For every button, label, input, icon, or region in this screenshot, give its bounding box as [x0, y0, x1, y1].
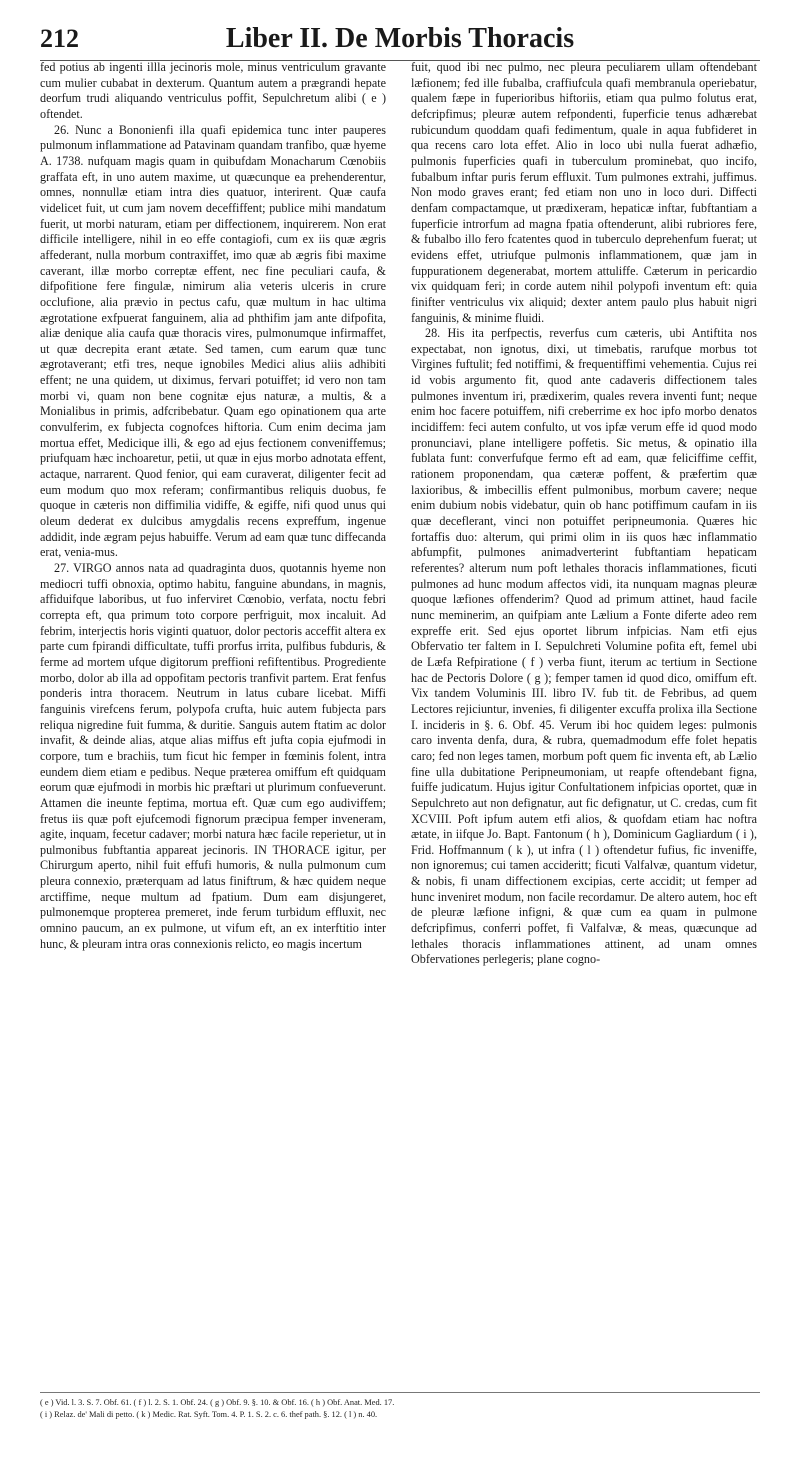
paragraph: 26. Nunc a Bononienfi illa quafi epidemica tunc inter pauperes pulmonum inflammatione ad Patavinam quandam tranfibo, quæ hyeme A. 1738. nufquam magis quam in quibufdam Monacharum Cœnobiis graffata eft, in uno autem maxime, ut quæcunque ea prehenderentur, omnes, nonnullæ etiam intra dies quatuor, interirent. Quæ caufa videlicet fuit, ut cum jam novem deceffiffent; publice mihi mandatum fuerit, ut morbi naturam, etiam per diffectionem, inquirerem. Non erat difficile intelligere, nihil in eo effe contagiofi, cum ex iis quæ ægris affederant, nulla morbum contraxiffet, imo quæ ab ægris fibi maxime caverant, illæ morbo correptæ effent, nec fine peculiari caufa, & difpofitione fere fingulæ, nimirum alia veteris ulceris in crure occlufione, alia prævio in pectus cafu, quæ multum in hac ultima ægrotatione exfpuerat fanguinem, alia ad phthifim jam ante difpofita, aliæ denique alia caufa quæ thoracis vires, pulmonumque infirmaffet, ut quæ decrepita erant ætate. Sed tamen, cum earum quæ tunc ægrotaverant; etfi tres, neque ignobiles Medici alius aliis adhibiti effent; ne una quidem, ut diximus, fervari potuiffet; id vero non tam morbi vi, quam non bene cognitæ ejus naturæ, a multis, & a Monialibus in primis, adfcribebatur. Quam ego opinationem qua arte convulferim, ex fubjecta cognofces hiftoria. Cum enim decima jam mortua effet, Medicique illi, & ego ad ejus fectionem conveniffemus; priufquam hæc inchoaretur, petii, ut quæ in ejus morbo adnotata effent, actaque, narrarent. Quod fenior, qui eam curaverat, diligenter fecit ad eum modum quo mox referam; confirmantibus reliquis duobus, fe quoque in cæteris non diffimilia vidiffe, & egiffe, nifi quod unus qui oleum dederat ex dulcibus amygdalis recens expreffum, ingenue addidit, inde ægram pejus habuiffe. Verum ad eam quæ tunc diffecanda erat, venia-mus. [40, 122, 386, 560]
footnote-rule [40, 1392, 760, 1393]
right-column [411, 60, 757, 1380]
footnotes [40, 1392, 760, 1420]
paragraph: 28. His ita perfpectis, reverfus cum cæteris, ubi Antiftita nos expectabat, non ignotus, dixi, ut timebatis, rarufque morbus tot Virgines fuftulit; fed notiffimi, & frequentiffimi vehementia. Cujus rei id vobis argumento fit, quod ante cadaveris diffectionem tales pulmones inventum iri, prædixerim, quales revera inventi funt; neque enim hoc facere potuiffem, nifi creberrime ex hoc ipfo morbo denatos incidiffem: feci autem confulto, ut vos ipfæ verum effe id quod modo pronunciavi, plane intelligere poffetis. Sic metus, & opinatio illa fublata funt: converfufque fermo eft ad eam, quæ feliciffime ceffit, rationem proponendam, qua cæteræ poffent, & præfertim quæ laxioribus, & imbecillis effent pulmonibus, morbum cavere; neque enim dubium nobis videbatur, quin ob hanc potiffimum caufam in iis quæ deceflerant, vinci non potuiffet peripneumonia. Quæres hic fortaffis duo: alterum, qui primi olim in iis quos hæc inflammatio abfumpfit, pulmones animadverterint fubftantiam hepaticam referentes? alterum num poft lethales thoracis inflammationes, ficuti pulmones ad hunc modum affectos vidi, ita nunquam magnas pleuræ quoque læfiones offenderim? Quod ad primum attinet, haud facile nunc meminerim, an quifpiam ante Lælium a Fonte diferte adeo rem expreffe erit. Sed ejus oportet librum infpicias. Nam etfi ejus Obfervatio ter faltem in I. Sepulchreti Volumine pofita eft, femel ubi de Læfa Refpiratione ( f ) verba fiunt, iterum ac tertium in Sectione hac de Pectoris Dolore ( g ); femper tamen id quod dico, omiffum eft. Vix tandem Voluminis III. libro IV. fub tit. de Febribus, ad quem Lectores rejiciuntur, invenies, fi diligenter excuffa prolixa illa Sectione I. incideris in §. 6. Obf. 45. Verum ibi hoc quidem leges: pulmonis caro inventa denfa, dura, & rubra, quemadmodum effe folet hepatis caro; fed non leges tamen, morbum poft quem fic inventa eft, ab Lælio fine ulla dubitatione Peripneumoniam, ut reapfe oftendebant figna, fuiffe judicatum. Hujus igitur Confultationem infpicias oportet, quæ in Sepulchreto aut non defignatur, aut fic defignatur, ut C. credas, cum fit XCVIII. Poft ipfum autem etfi alios, & quofdam etiam hac noftra ætate, in iifque Jo. Bapt. Fantonum ( h ), Dominicum Gagliardum ( i ), Frid. Hoffmannum ( k ), ut infra ( l ) oftendetur fufius, fic inveniffe, non ignoremus; cui tamen accideritt; ficuti Valfalvæ, quantum videtur, & nobis, fi unam diffectionem excipias, certe accidit; ut femper ad hunc inveniret modum, non facile recordamur. De altero autem, hoc eft de pleuræ læfione infigni, & quæ cum ea quam in pulmone defcripfimus, conferri poffet, fi Valfalvæ, & meas, quæcunque ad lethales thoracis inflammationes attinent, ad unam omnes Obfervationes perlegeris; plane cogno- [411, 326, 757, 967]
running-title: Liber II. De Morbis Thoracis [225, 23, 575, 54]
footnote-line: ( e ) Vid. l. 3. S. 7. Obf. 61. ( f ) l. 2. S. 1. Obf. 24. ( g ) Obf. 9. §. 10. & Obf. 16. ( h ) Obf. Anat. Med. 17. [40, 1398, 395, 1407]
paragraph: 27. VIRGO annos nata ad quadraginta duos, quotannis hyeme non mediocri tuffi obnoxia, optimo habitu, fanguine abundans, in magnis, affiduifque laboribus, ut fuo inferviret Cœnobio, verfata, noctu febri correpta eft, qua primum toto corpore perfriguit, mox incaluit. Ad febrim, interjectis horis viginti quatuor, dolor pectoris acceffit altera ex parte cum fpirandi difficultate, tuffi prorfus irrita, pulfibus fubduris, & ferme ad mortem ufque digitorum preffioni refiftentibus. Progrediente morbo, dolor ab illa ad oppofitam pectoris tranfivit partem. Erat fenfus ponderis intra thoracem. Neutrum in latus cubare licebat. Miffi fanguinis virefcens ferum, polypofa crufta, huic autem fubjecta pars reliqua nigredine fuit fumma, & duritie. Sanguis autem ftatim ac dolor invafit, & deinde alias, atque alias miffus eft jufta copia ejufmodi in corpore, tum e brachiis, tum ficut hic femper in fœminis folent, intra eundem diem etiam e pedibus. Neque præterea omiffum eft quidquam eorum quæ ejufmodi in morbis hic præftari ut plurimum confueverunt. Attamen die ineunte feptima, mortua eft. Quæ cum ego audiviffem; fretus iis quæ poft ejufcemodi fignorum præcipua femper inveneram, agite, inquam, fecetur cadaver; morbi natura hæc facile reperietur, ut in pulmonibus fubftantia appareat jecinoris. IN THORACE igitur, per Chirurgum aperto, nihil fuit effufi humoris, & nulla pulmonum cum pleura connexio, præterquam ad latus finiftrum, & hæc quidem neque arctiffime, neque multum ad fpatium. Dum eam disjungeret, pulmonemque propterea premeret, inde ferum turbidum effluxit, nec omnino paucum, an ex pulmone, ut vifum eft, an ex interftitio inter hunc, & pleuram intra oras connexionis relicto, eo magis incertum [40, 561, 386, 951]
paragraph: fed potius ab ingenti illla jecinoris mole, minus ventriculum gravante cum mulier cubabat in dexterum. Quantum autem a prægrandi hepate deorfum trudi aliquando ventriculus poffit, Sepulchretum alibi ( e ) oftendet. [40, 60, 386, 121]
page-number: 212 [40, 24, 79, 53]
footnote-line: ( i ) Relaz. de' Mali di petto. ( k ) Medic. Rat. Syft. Tom. 4. P. 1. S. 2. c. 6. thef path. §. 12. ( l ) n. 40. [40, 1409, 378, 1419]
paragraph: fuit, quod ibi nec pulmo, nec pleura peculiarem ullam oftendebant læfionem; fed ille fubalba, craffiufcula quafi membranula operiebatur, qualem fæpe in fuperioribus hiftoriis, etiam qua pulmo folutus erat, defcripfimus; pleuræ autem refpondenti, fuperficie tenus adhærebat rubicundum quoddam quafi fedimentum, quale in aqua fubfideret in qua recens caro lota effet. Alio in loco ubi nulla fuerat adhæfio, pulmonis fuperficies quafi in tuberculum prominebat, quo incifo, fubalbum inftar puris ferum effluxit. Tum pulmones extrahi, juffimus. Non modo graves erant; fed etiam non uno in loco duri. Diffecti denfam compactamque, ut prædixeram, hepaticæ inftar, fubftantiam a fuperficie introrfum ad magna fpatia oftenderunt, alibi rubriores fere, & fubalbo illo fero fcatentes quod in tuberculo deprehenfum fuerat; ut evidens effet, utriufque pulmonis inflammationem, quæ jam in fuppurationem degenerabat, mortem attuliffe. Cæterum in pericardio vix quidquam feri; in corde autem nihil polypofi inventum eft: quia finifter ventriculus vix aliquid; dexter antem paulo plus habuit nigri fanguinis, & minime fluidi. [411, 60, 757, 325]
page-header [40, 22, 760, 56]
left-column [40, 60, 386, 1380]
